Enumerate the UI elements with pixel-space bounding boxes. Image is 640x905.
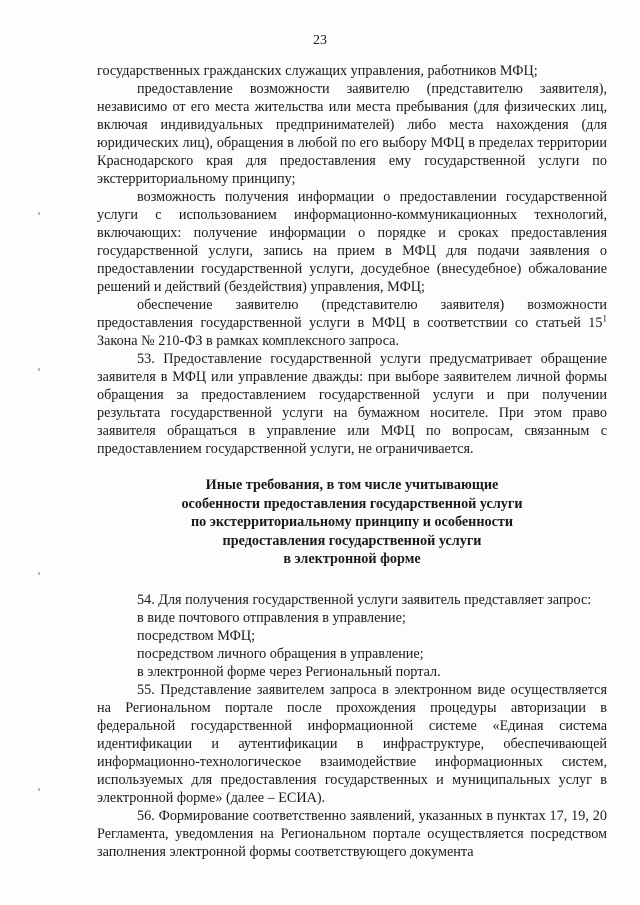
paragraph-54: 54. Для получения государственной услуги заявитель представляет запрос: (137, 591, 592, 608)
list-item: в виде почтового отправления в управление; (137, 609, 406, 626)
margin-mark (38, 572, 40, 575)
paragraph-text: обеспечение заявителю (представителю заявителя) возможности предоставления государственной услуги в МФЦ в соответствии со статьей 15 (97, 297, 607, 331)
paragraph-55: 55. Представление заявителем запроса в электронном виде осуществляется на Региональном портале после прохождения процедуры авторизации в федеральной государственной информационной системе «Единая система идентификации и аутентификации в инфраструктуре, обеспечивающей информационно-технологическое взаимодействие информационных систем, используемых для предоставления государственных и муниципальных услуг в электронной форме» (далее – ЕСИА). (97, 681, 607, 806)
heading-line: предоставления государственной услуги (222, 532, 482, 549)
heading-line: по экстерриториальному принципу и особенности (190, 514, 514, 530)
document-body (97, 62, 607, 861)
superscript: 1 (602, 313, 607, 324)
heading-line: Иные требования, в том числе учитывающие (205, 477, 499, 493)
margin-mark (38, 788, 40, 791)
page-number: 23 (313, 33, 327, 48)
list-item: посредством личного обращения в управление; (137, 645, 424, 662)
heading-line: особенности предоставления государственной услуги (181, 495, 523, 512)
paragraph-text: Закона № 210-ФЗ в рамках комплексного запроса. (97, 333, 400, 349)
margin-mark (38, 212, 40, 215)
paragraph: государственных гражданских служащих управления, работников МФЦ; (97, 63, 538, 79)
heading-line: в электронной форме (283, 551, 421, 567)
paragraph: возможность получения информации о предоставлении государственной услуги с использованием информационно-коммуникационных технологий, включающих: получение информации о порядке и сроках предоставления государственной услуги, запись на прием в МФЦ для подачи заявления о предоставлении государственной услуги, досудебное (внесудебное) обжалование решений и действий (бездействия) управления, МФЦ; (97, 189, 607, 295)
list-item: посредством МФЦ; (137, 627, 256, 644)
section-heading (97, 476, 607, 569)
paragraph: предоставление возможности заявителю (представителю заявителя), независимо от его места жительства или места пребывания (для физических лиц, включая индивидуальных предпринимателей) либо места нахождения (для юридических лиц), обращения в любой по его выбору МФЦ в пределах территории Краснодарского края для предоставления ему государственной услуги по экстерриториальному принципу; (97, 81, 607, 187)
paragraph-56: 56. Формирование соответственно заявлений, указанных в пунктах 17, 19, 20 Регламента, уведомления на Региональном портале осуществляется посредством заполнения электронной формы соответствующего документа (97, 807, 607, 860)
paragraph-article-15-1 (97, 296, 607, 350)
list-item: в электронной форме через Региональный портал. (137, 663, 441, 680)
paragraph-53: 53. Предоставление государственной услуги предусматривает обращение заявителя в МФЦ или управление дважды: при выборе заявителем личной формы обращения за предоставлением государственной услуги и при получении результата государственной услуги на бумажном носителе. При этом право заявителя обращаться в управление или МФЦ по вопросам, связанным с предоставлением государственной услуги, не ограничивается. (97, 351, 607, 457)
margin-mark (38, 368, 40, 371)
